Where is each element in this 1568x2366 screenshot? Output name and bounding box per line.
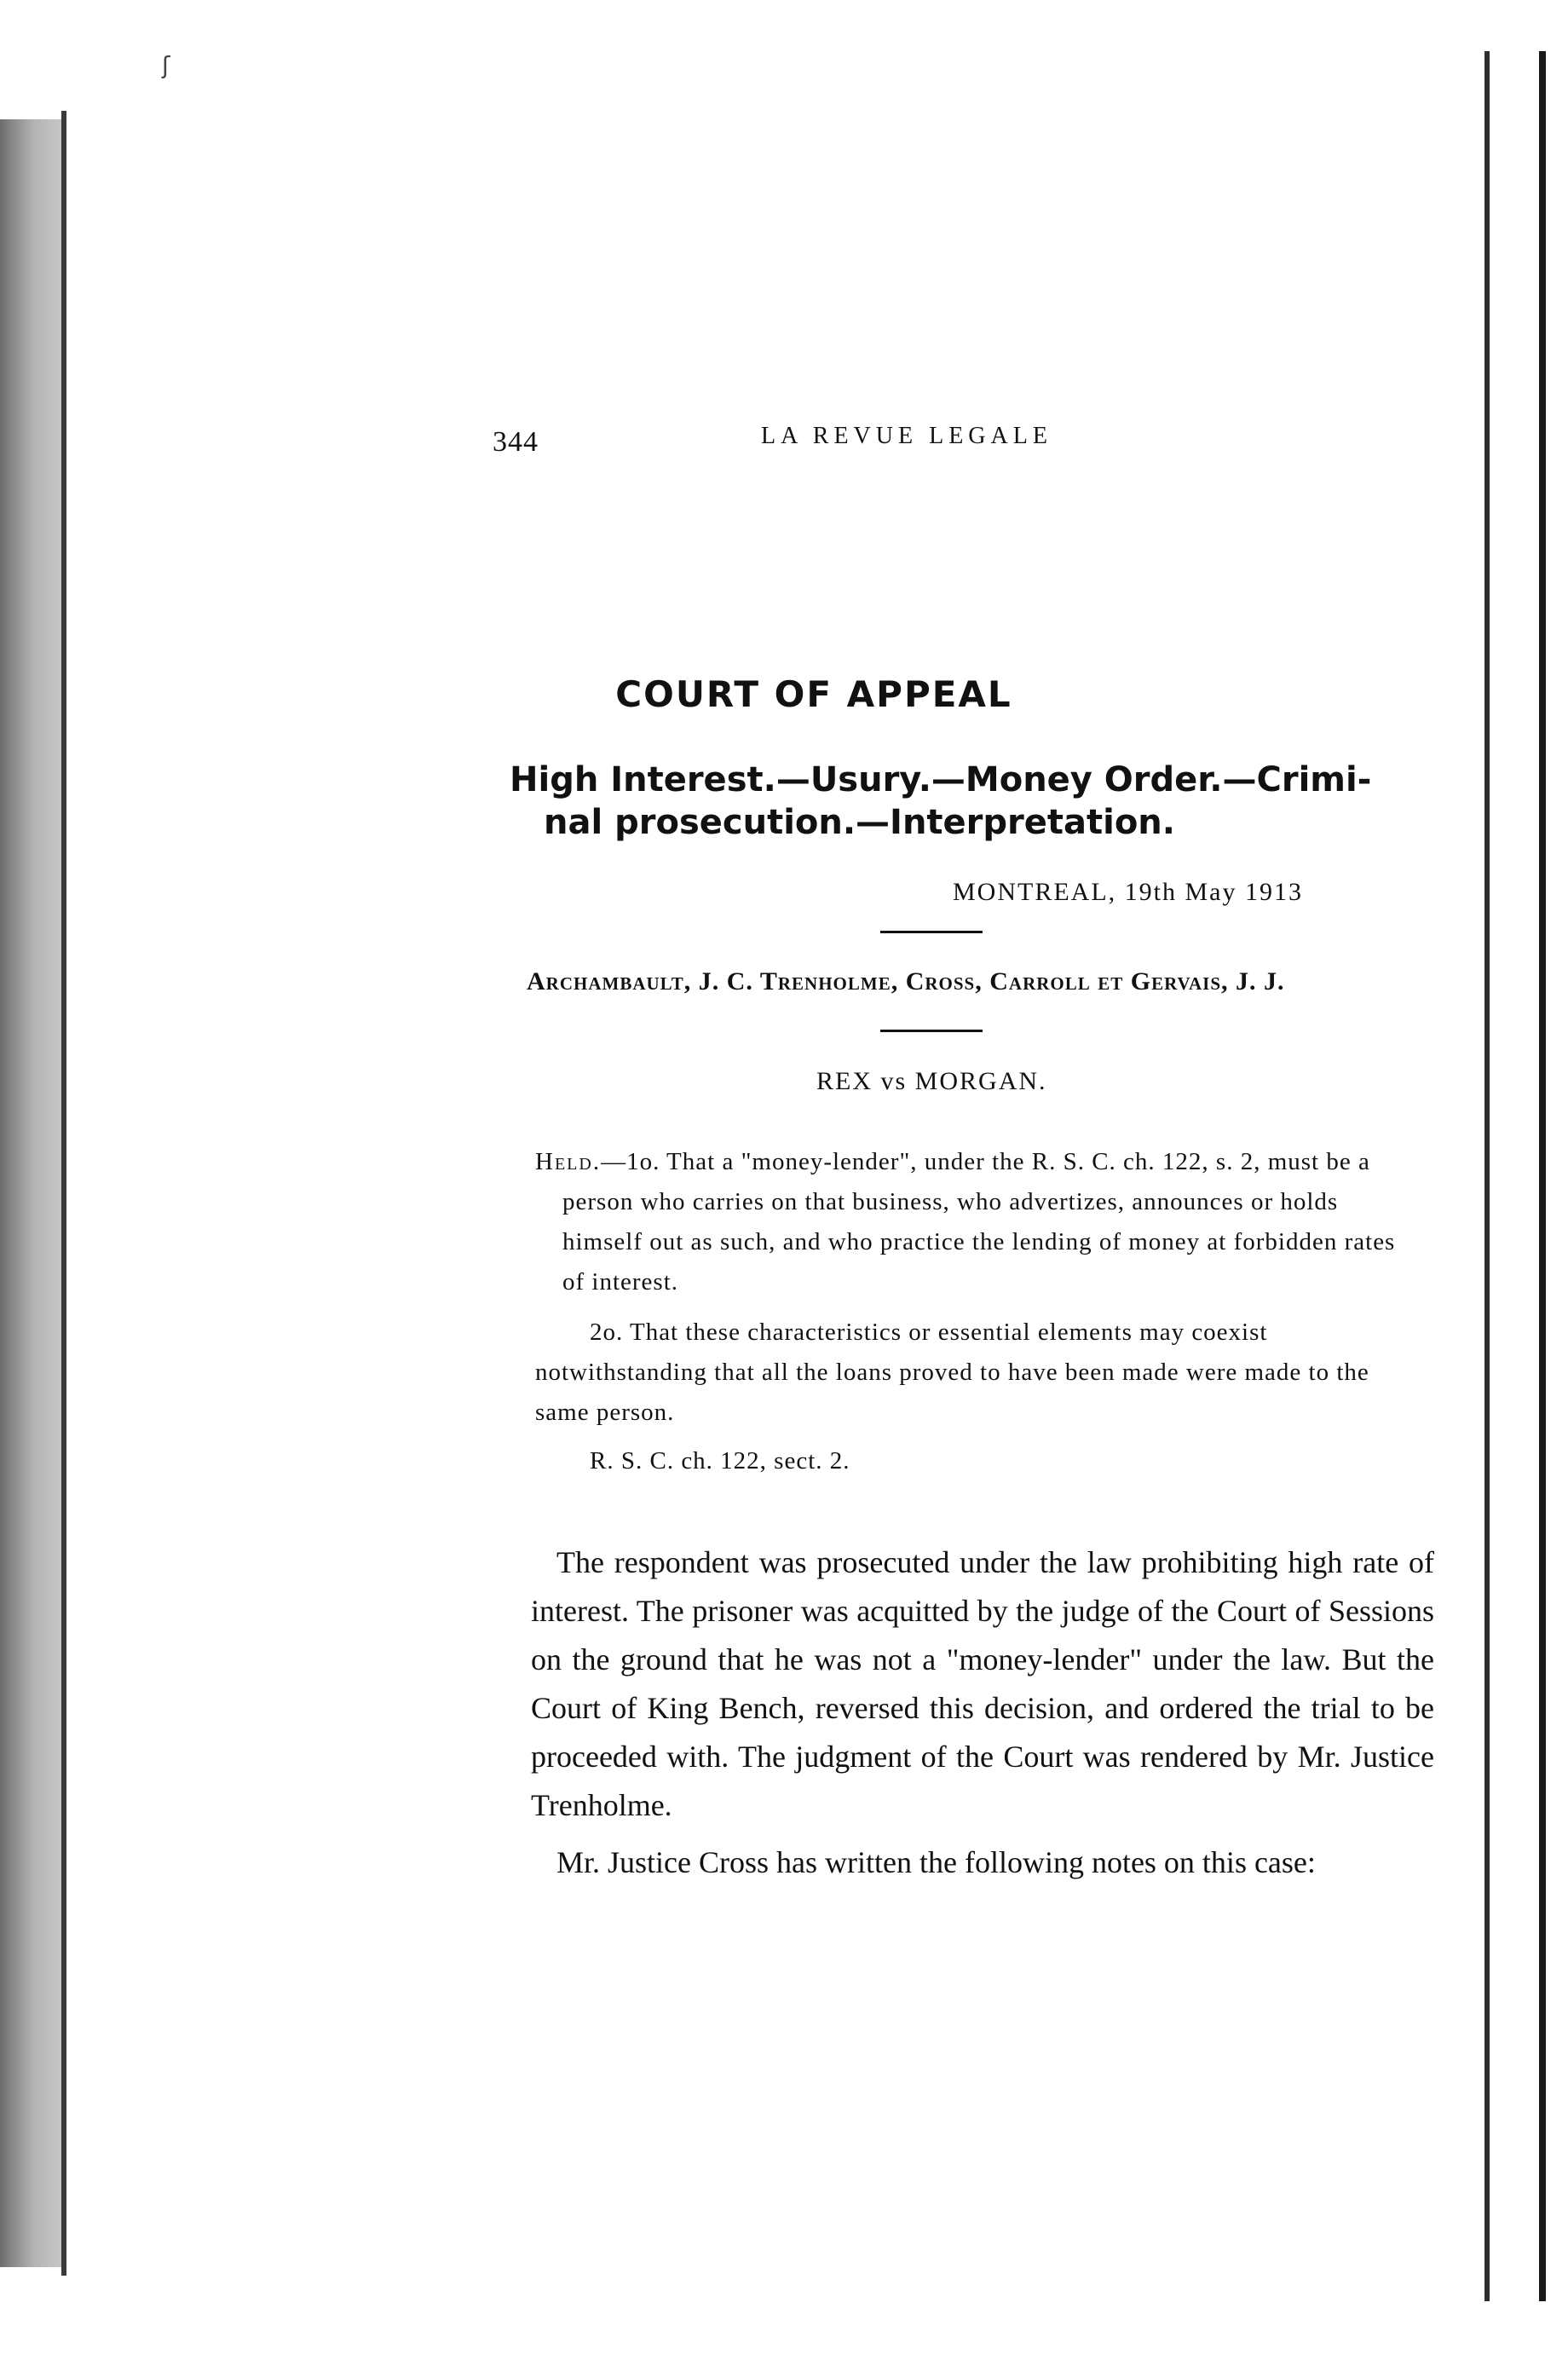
running-head xyxy=(66,423,1484,477)
divider-rule xyxy=(880,931,983,933)
body-paragraph-2: Mr. Justice Cross has written the following notes on this case: xyxy=(556,1845,1316,1879)
statute-citation: R. S. C. ch. 122, sect. 2. xyxy=(590,1447,850,1474)
dateline: MONTREAL, 19th May 1913 xyxy=(953,878,1303,906)
headnote xyxy=(510,759,1413,844)
headnote-line-2: nal prosecution.—Interpretation. xyxy=(544,803,1175,842)
headnote-line-1: High Interest.—Usury.—Money Order.—Crimi- xyxy=(510,760,1372,799)
page-right-border xyxy=(1484,51,1490,2301)
document-page xyxy=(66,111,1484,2301)
divider-rule xyxy=(880,1030,983,1032)
court-heading: COURT OF APPEAL xyxy=(615,673,1012,715)
page-number: 344 xyxy=(493,426,539,458)
held-point-1 xyxy=(535,1142,1421,1302)
book-right-edge xyxy=(1539,51,1546,2301)
book-spine-edge xyxy=(0,119,66,2267)
judges-line: Archambault, J. C. Trenholme, Cross, Carroll et Gervais, J. J. xyxy=(527,967,1285,995)
case-name: REX vs MORGAN. xyxy=(816,1067,1047,1095)
scan-mark-icon: ʃ xyxy=(162,51,170,79)
journal-title: LA REVUE LEGALE xyxy=(761,423,1052,449)
held-section xyxy=(535,1142,1421,1481)
held-point-1-text: —1o. That a "money-lender", under the R. S. C. ch. 122, s. 2, must be a person who carries on that business, who advertizes, announces or holds himself out as such, and who practice the lending of money at forbidden rates of interest. xyxy=(562,1148,1396,1296)
body-paragraph-1: The respondent was prosecuted under the law prohibiting high rate of interest. The prisoner was acquitted by the judge of the Court of Sessions on the ground that he was not a "money-lender" under the law. But the Court of King Bench, reversed this decision, and ordered the trial to be proceeded with. The judgment of the Court was rendered by Mr. Justice Trenholme. xyxy=(531,1545,1434,1822)
held-label: Held. xyxy=(535,1148,602,1175)
held-point-2: 2o. That these characteristics or essential elements may coexist notwithstanding that all the loans proved to have been made were made to the same person. xyxy=(535,1319,1369,1426)
body-text xyxy=(531,1538,1434,1887)
